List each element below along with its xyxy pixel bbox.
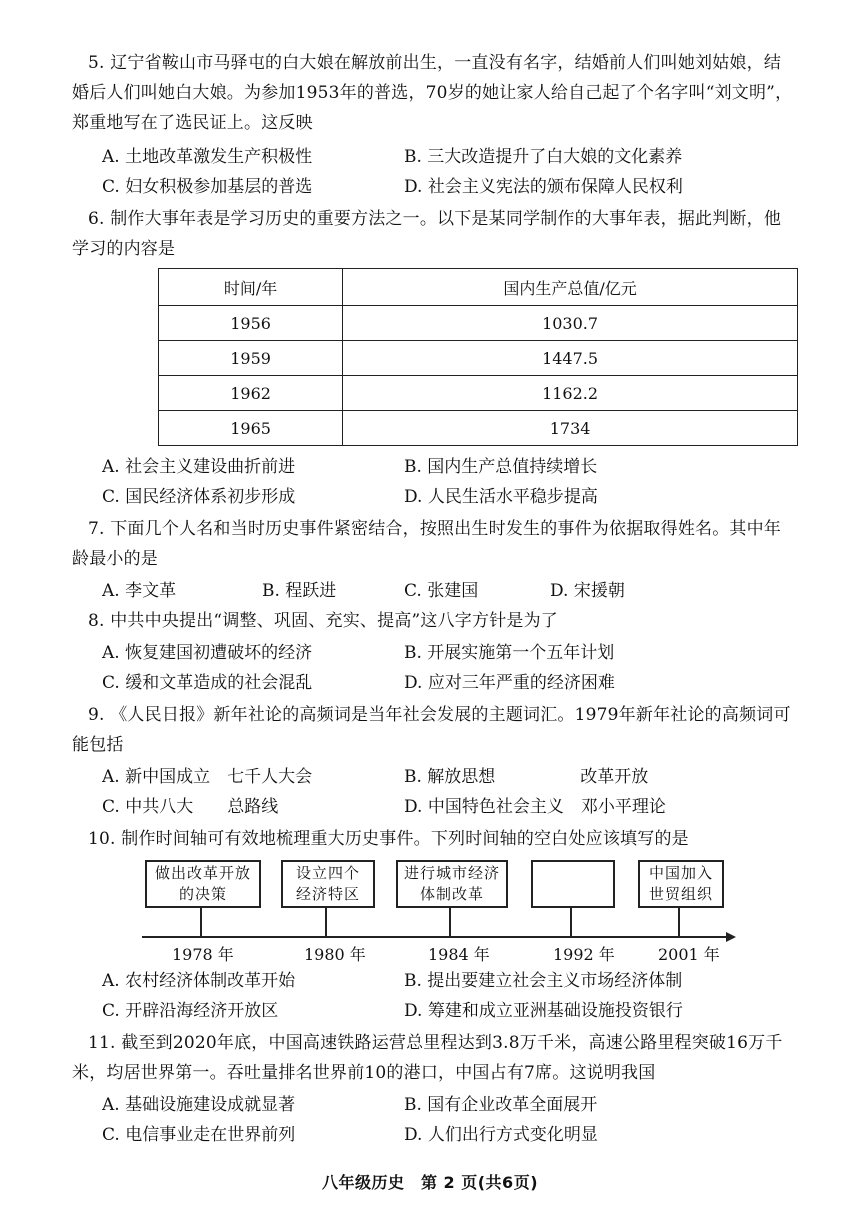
table-cell: 1734 (343, 411, 798, 446)
option-c: C. 国民经济体系初步形成 (102, 487, 296, 507)
question-text: 龄最小的是 (72, 549, 158, 569)
table-row (159, 306, 798, 341)
timeline-box: 中国加入 世贸组织 (638, 860, 724, 908)
timeline-stem (678, 906, 680, 936)
timeline-year: 1980 年 (304, 945, 366, 964)
option-b: B. 解放思想 改革开放 (404, 767, 649, 787)
page-footer: 八年级历史 第 2 页(共6页) (321, 1173, 539, 1192)
option-b: B. 提出要建立社会主义市场经济体制 (404, 971, 683, 991)
option-d: D. 人们出行方式变化明显 (404, 1125, 598, 1145)
option-c: C. 妇女积极参加基层的普选 (102, 177, 313, 197)
table-cell: 1447.5 (343, 341, 798, 376)
timeline-box: 进行城市经济 体制改革 (396, 860, 508, 908)
option-d: D. 社会主义宪法的颁布保障人民权利 (404, 177, 683, 197)
option-a: A. 新中国成立 七千人大会 (102, 767, 313, 787)
option-d: D. 筹建和成立亚洲基础设施投资银行 (404, 1001, 683, 1021)
table-header-cell: 国内生产总值/亿元 (343, 269, 798, 306)
option-a: A. 农村经济体制改革开始 (102, 971, 296, 991)
option-d: D. 应对三年严重的经济困难 (404, 673, 615, 693)
timeline-stem (449, 906, 451, 936)
option-c: C. 缓和文革造成的社会混乱 (102, 673, 313, 693)
table-row (159, 411, 798, 446)
question-text: 9. 《人民日报》新年社论的高频词是当年社会发展的主题词汇。1979年新年社论的高频词可 (88, 705, 791, 725)
timeline-stem (325, 906, 327, 936)
option-c: C. 电信事业走在世界前列 (102, 1125, 296, 1145)
table-header-cell: 时间/年 (159, 269, 343, 306)
option-c: C. 张建国 (404, 581, 479, 601)
question-text: 5. 辽宁省鞍山市马驿屯的白大娘在解放前出生，一直没有名字，结婚前人们叫她刘姑娘，结 (88, 53, 782, 73)
timeline-arrow-icon (726, 932, 736, 942)
timeline-year: 2001 年 (658, 945, 720, 964)
gdp-table (158, 268, 798, 446)
option-b: B. 程跃进 (262, 581, 337, 601)
option-a: A. 土地改革激发生产积极性 (102, 147, 313, 167)
question-text: 11. 截至到2020年底，中国高速铁路运营总里程达到3.8万千米，高速公路里程突破16万千 (88, 1033, 783, 1053)
option-c: C. 开辟沿海经济开放区 (102, 1001, 279, 1021)
option-a: A. 李文革 (102, 581, 177, 601)
question-text: 10. 制作时间轴可有效地梳理重大历史事件。下列时间轴的空白处应该填写的是 (88, 829, 689, 849)
table-header-row (159, 269, 798, 306)
option-b: B. 国有企业改革全面展开 (404, 1095, 598, 1115)
question-text: 郑重地写在了选民证上。这反映 (72, 113, 313, 133)
timeline-blank-box (531, 860, 615, 908)
timeline-stem (200, 906, 202, 936)
option-b: B. 国内生产总值持续增长 (404, 457, 598, 477)
option-a: A. 恢复建国初遭破坏的经济 (102, 643, 313, 663)
table-row (159, 341, 798, 376)
table-cell: 1959 (159, 341, 343, 376)
timeline-year: 1978 年 (172, 945, 234, 964)
option-b: B. 开展实施第一个五年计划 (404, 643, 615, 663)
question-text: 学习的内容是 (72, 239, 176, 259)
table-cell: 1162.2 (343, 376, 798, 411)
question-text: 6. 制作大事年表是学习历史的重要方法之一。以下是某同学制作的大事年表，据此判断，他 (88, 209, 782, 229)
question-text: 8. 中共中央提出“调整、巩固、充实、提高”这八字方针是为了 (88, 611, 559, 631)
option-a: A. 基础设施建设成就显著 (102, 1095, 296, 1115)
table-cell: 1962 (159, 376, 343, 411)
question-text: 能包括 (72, 735, 124, 755)
timeline-stem (570, 906, 572, 936)
option-d: D. 人民生活水平稳步提高 (404, 487, 598, 507)
question-text: 米，均居世界第一。吞吐量排名世界前10的港口，中国占有7席。这说明我国 (72, 1063, 656, 1083)
question-text: 婚后人们叫她白大娘。为参加1953年的普选，70岁的她让家人给自己起了个名字叫“刘文明”， (72, 83, 793, 103)
table-cell: 1956 (159, 306, 343, 341)
timeline-box: 做出改革开放 的决策 (145, 860, 261, 908)
timeline-year: 1984 年 (428, 945, 490, 964)
table-row (159, 376, 798, 411)
table-cell: 1030.7 (343, 306, 798, 341)
option-d: D. 宋援朝 (550, 581, 625, 601)
timeline-year: 1992 年 (553, 945, 615, 964)
option-d: D. 中国特色社会主义 邓小平理论 (404, 797, 666, 817)
option-a: A. 社会主义建设曲折前进 (102, 457, 296, 477)
timeline-axis (142, 936, 728, 938)
timeline-box: 设立四个 经济特区 (281, 860, 375, 908)
option-b: B. 三大改造提升了白大娘的文化素养 (404, 147, 683, 167)
table-cell: 1965 (159, 411, 343, 446)
option-c: C. 中共八大 总路线 (102, 797, 279, 817)
question-text: 7. 下面几个人名和当时历史事件紧密结合，按照出生时发生的事件为依据取得姓名。其中年 (88, 519, 782, 539)
